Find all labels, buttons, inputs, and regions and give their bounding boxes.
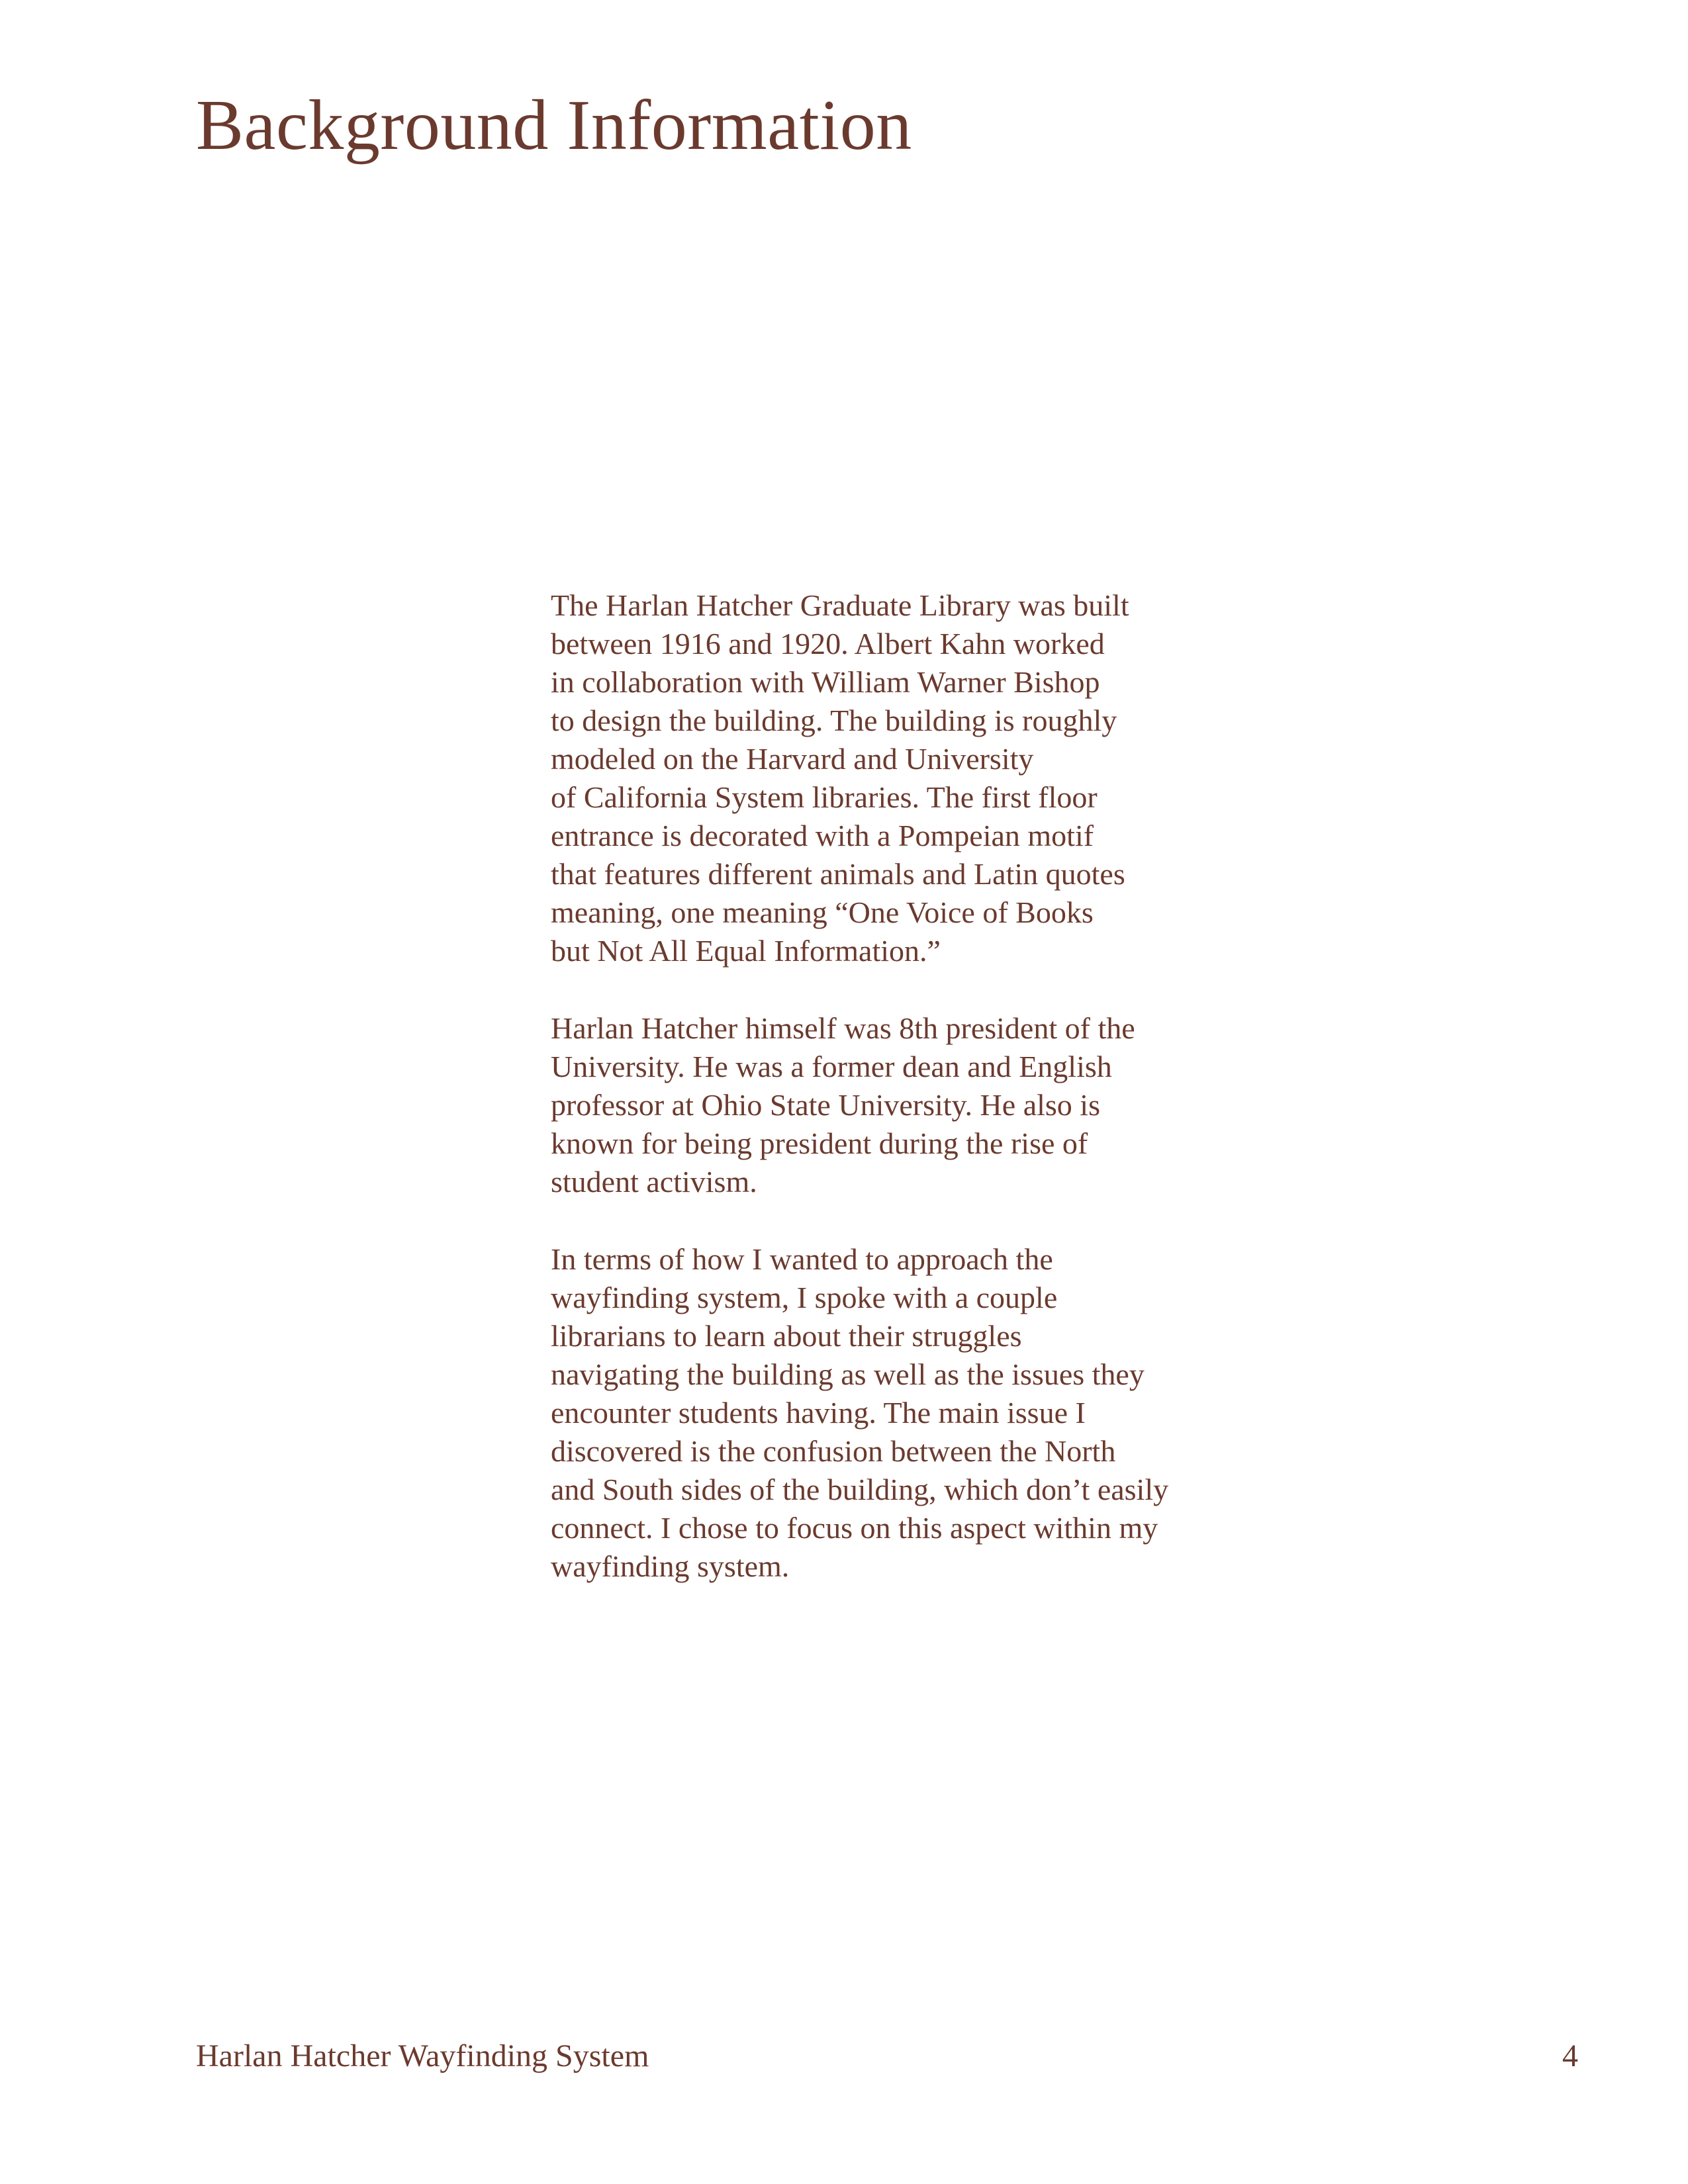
text-line: but Not All Equal Information.” bbox=[551, 934, 941, 968]
text-line: Harlan Hatcher himself was 8th president of the bbox=[551, 1011, 1135, 1045]
text-line: The Harlan Hatcher Graduate Library was built bbox=[551, 588, 1129, 622]
text-line: University. He was a former dean and English bbox=[551, 1050, 1112, 1083]
text-line: wayfinding system. bbox=[551, 1549, 790, 1583]
text-line: student activism. bbox=[551, 1165, 757, 1199]
text-line: between 1916 and 1920. Albert Kahn worked bbox=[551, 627, 1105, 660]
text-line: wayfinding system, I spoke with a couple bbox=[551, 1281, 1058, 1314]
text-line: known for being president during the rise of bbox=[551, 1126, 1088, 1160]
text-line: navigating the building as well as the issues they bbox=[551, 1357, 1145, 1391]
text-line: in collaboration with William Warner Bishop bbox=[551, 665, 1100, 699]
page-title: Background Information bbox=[196, 86, 912, 165]
text-line: professor at Ohio State University. He also is bbox=[551, 1088, 1100, 1122]
body-text bbox=[551, 586, 1252, 1625]
page-number: 4 bbox=[1562, 2038, 1578, 2073]
paragraph-wayfinding-approach bbox=[551, 1240, 1252, 1586]
text-line: and South sides of the building, which don’t easily bbox=[551, 1473, 1169, 1506]
paragraph-library-history bbox=[551, 586, 1252, 970]
text-line: of California System libraries. The first floor bbox=[551, 780, 1098, 814]
text-line: discovered is the confusion between the North bbox=[551, 1434, 1116, 1468]
paragraph-harlan-hatcher bbox=[551, 1009, 1252, 1201]
text-line: entrance is decorated with a Pompeian motif bbox=[551, 819, 1094, 852]
text-line: In terms of how I wanted to approach the bbox=[551, 1242, 1053, 1276]
text-line: connect. I chose to focus on this aspect within my bbox=[551, 1511, 1158, 1545]
footer-document-title: Harlan Hatcher Wayfinding System bbox=[196, 2038, 649, 2073]
text-line: that features different animals and Latin quotes bbox=[551, 857, 1125, 891]
text-line: modeled on the Harvard and University bbox=[551, 742, 1034, 776]
text-line: meaning, one meaning “One Voice of Books bbox=[551, 895, 1094, 929]
text-line: to design the building. The building is roughly bbox=[551, 704, 1117, 737]
text-line: encounter students having. The main issue I bbox=[551, 1396, 1086, 1430]
text-line: librarians to learn about their struggles bbox=[551, 1319, 1022, 1353]
